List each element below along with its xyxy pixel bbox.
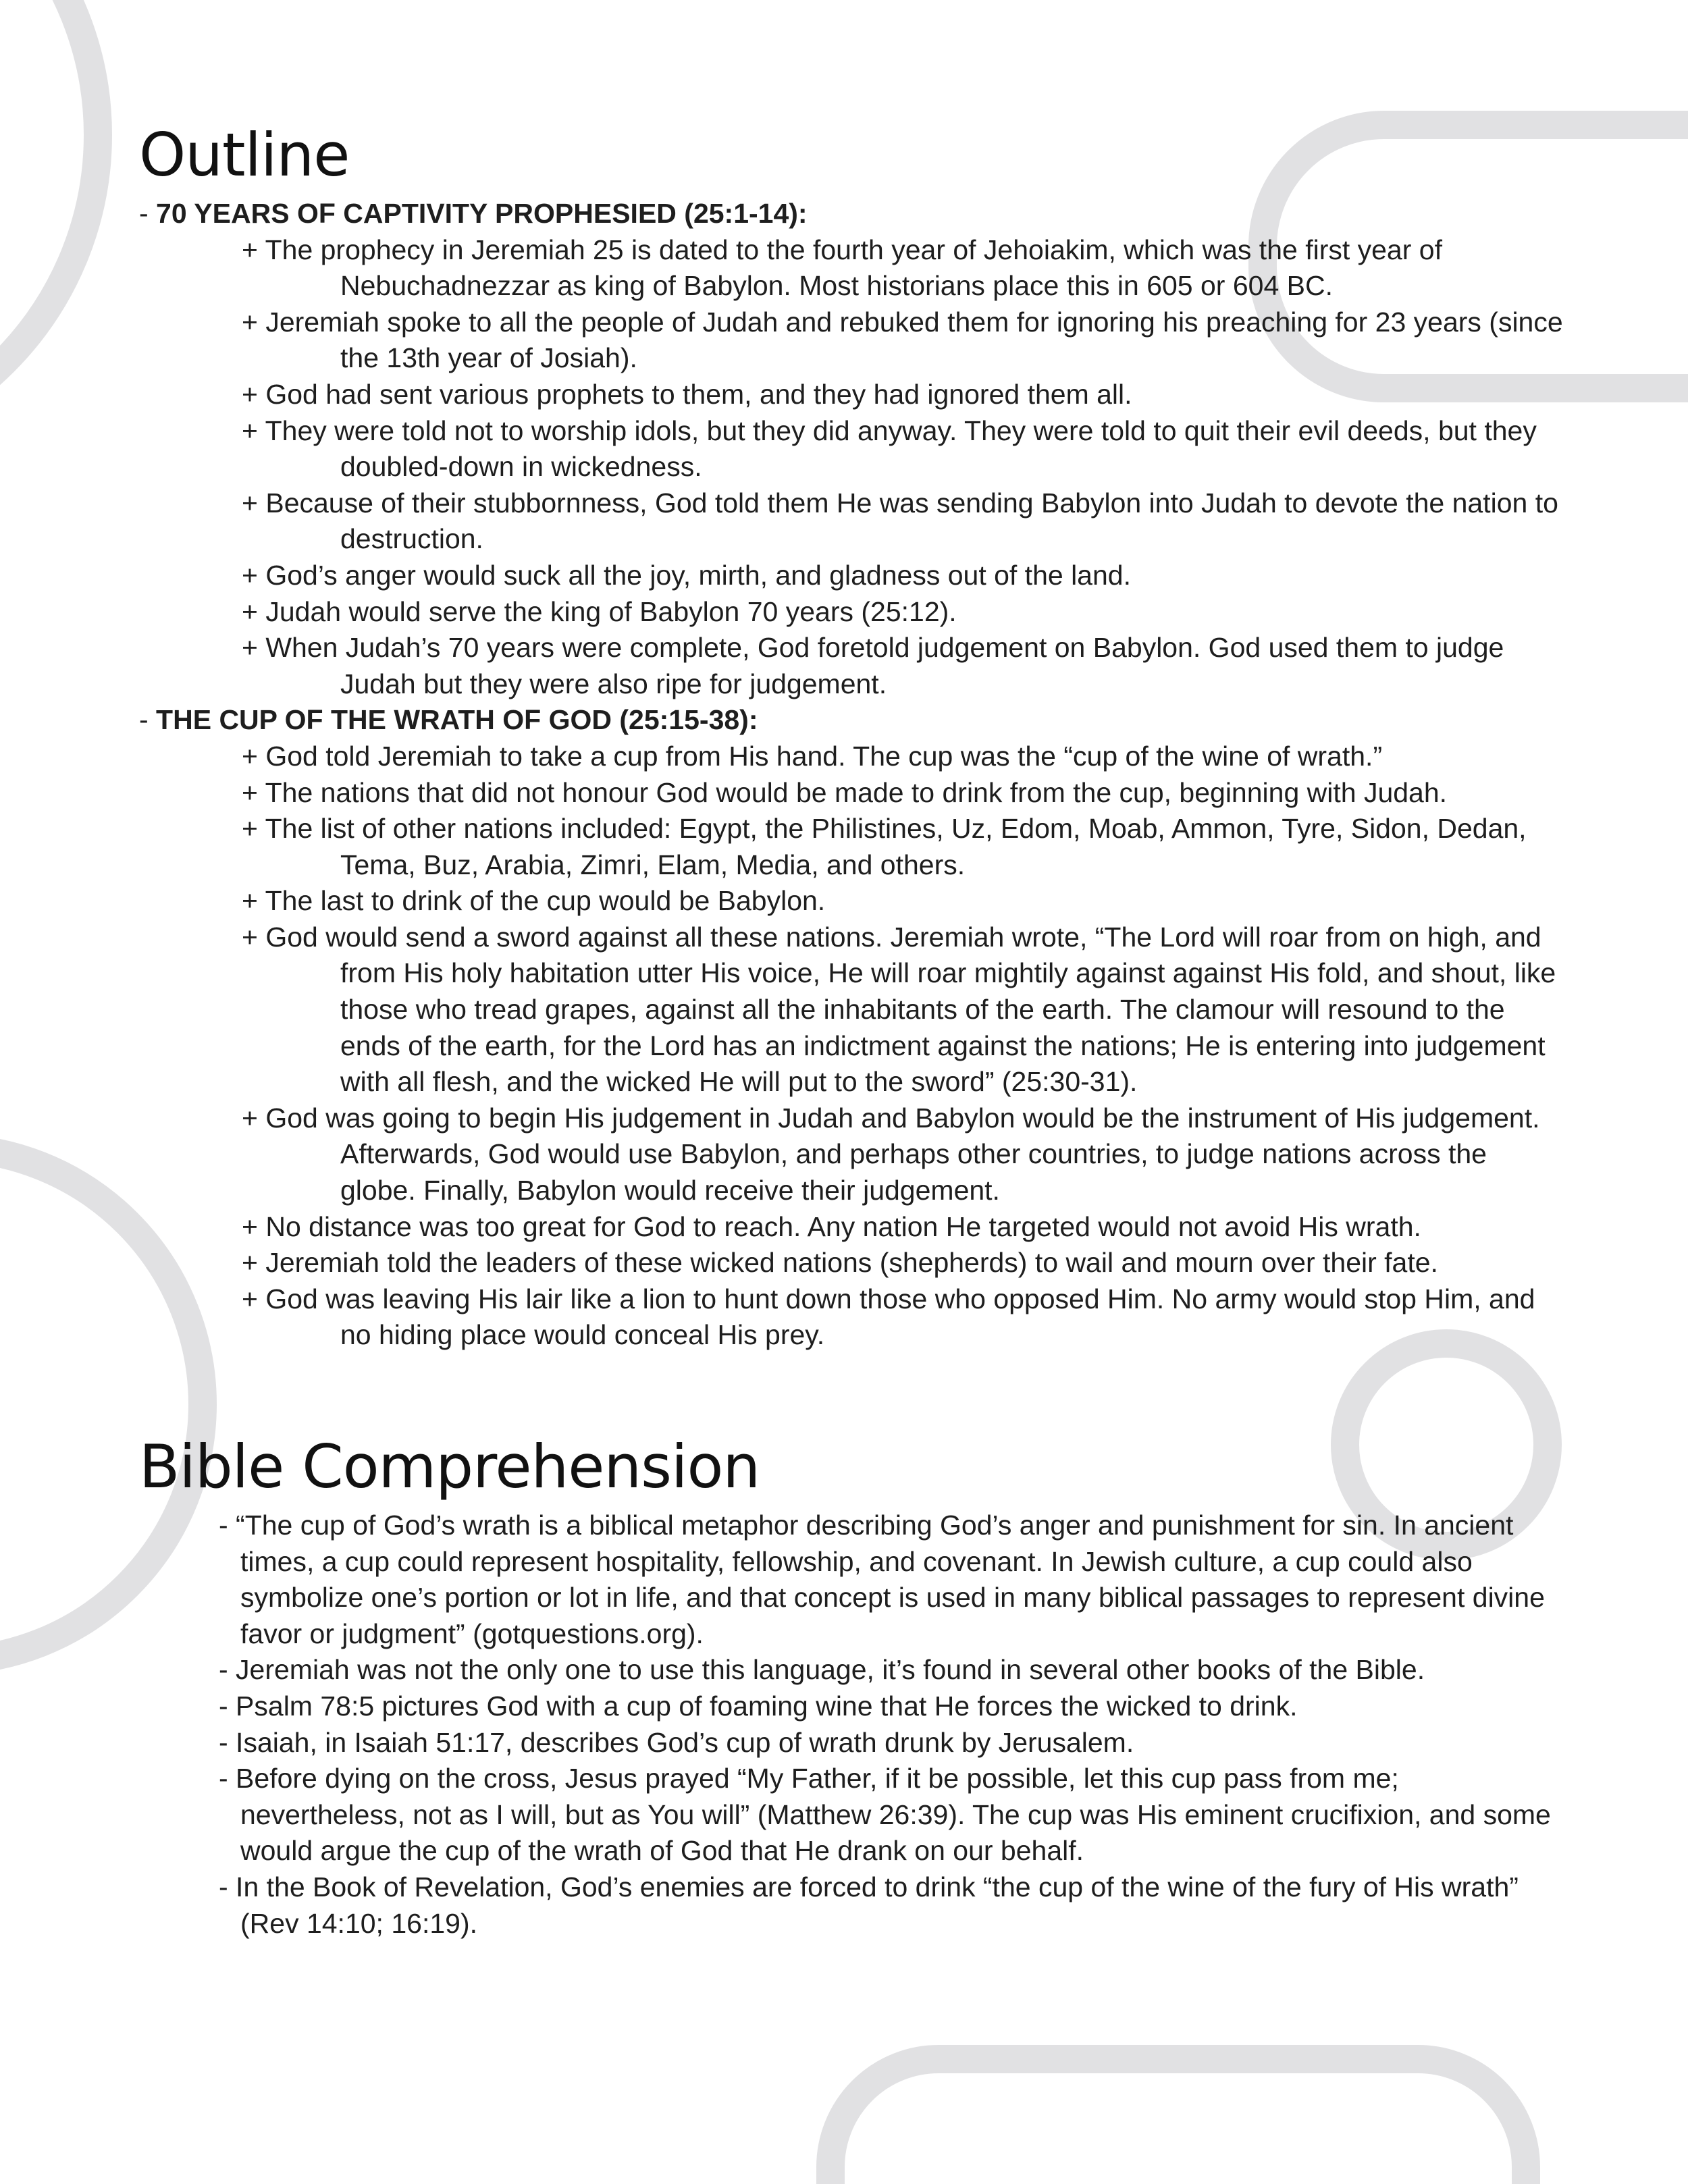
item-marker: +	[242, 559, 266, 591]
sub-item-text: The prophecy in Jeremiah 25 is dated to the fourth year of Jehoiakim, which was the first year of Nebuchadnezzar as king of Babylon. Most historians place this in 605 or 604 BC.	[265, 234, 1442, 302]
outline-sub-item	[139, 413, 1564, 485]
outline-sub-item	[139, 1209, 1564, 1246]
bullet-marker: -	[219, 1690, 236, 1722]
outline-sub-item	[139, 558, 1564, 594]
outline-sub-item	[139, 811, 1564, 883]
item-marker: +	[242, 487, 266, 518]
topic-marker: -	[139, 198, 157, 229]
comprehension-item-text: Before dying on the cross, Jesus prayed “My Father, if it be possible, let this cup pass from me; nevertheless, not as I will, but as You will” (Matthew 26:39). The cup was His eminent crucifixion, and some would argue the cup of the wrath of God that He drank on our behalf.	[236, 1763, 1551, 1867]
comprehension-item-text: “The cup of God’s wrath is a biblical metaphor describing God’s anger and punishment for sin. In ancient times, a cup could represent hospitality, fellowship, and covenant. In Jewish culture, a cup could also symbolize one’s portion or lot in life, and that concept is used in many biblical passages to represent divine favor or judgment” (gotquestions.org).	[236, 1510, 1545, 1649]
sub-item-text: God was leaving His lair like a lion to hunt down those who opposed Him. No army would stop Him, and no hiding place would conceal His prey.	[265, 1283, 1535, 1351]
outline-topic	[139, 702, 1564, 1354]
comprehension-item	[139, 1869, 1564, 1942]
comprehension-title: Bible Comprehension	[139, 1432, 760, 1501]
bullet-marker: -	[219, 1871, 236, 1902]
sub-item-text: No distance was too great for God to reach. Any nation He targeted would not avoid His wrath.	[265, 1210, 1421, 1242]
item-marker: +	[242, 378, 266, 410]
outline-sub-item	[139, 304, 1564, 377]
outline-title: Outline	[139, 120, 350, 190]
item-marker: +	[242, 1283, 266, 1314]
topic-heading-text: THE CUP OF THE WRATH OF GOD (25:15-38):	[156, 704, 758, 736]
item-marker: +	[242, 885, 265, 917]
sub-item-text: God was going to begin His judgement in Judah and Babylon would be the instrument of His judgement. Afterwards, God would use Babylon, and perhaps other countries, to judge nations across the globe. Finally, Babylon would receive their judgement.	[265, 1102, 1540, 1206]
sub-item-text: God’s anger would suck all the joy, mirth, and gladness out of the land.	[265, 559, 1131, 591]
outline-sub-item	[139, 739, 1564, 775]
outline-sub-item	[139, 883, 1564, 920]
sub-item-text: The nations that did not honour God would be made to drink from the cup, beginning with Judah.	[265, 776, 1448, 808]
item-marker: +	[242, 740, 266, 772]
outline-sub-item	[139, 1100, 1564, 1209]
comprehension-item	[139, 1688, 1564, 1725]
item-marker: +	[242, 595, 266, 627]
outline-topic-heading	[139, 702, 1564, 739]
sub-item-text: When Judah’s 70 years were complete, God foretold judgement on Babylon. God used them to judge Judah but they were also ripe for judgement.	[265, 632, 1504, 699]
item-marker: +	[242, 1102, 266, 1134]
item-marker: +	[242, 921, 266, 953]
item-marker: +	[242, 1210, 266, 1242]
outline-topic-heading	[139, 196, 1564, 232]
outline-sub-item	[139, 1281, 1564, 1354]
sub-item-text: Judah would serve the king of Babylon 70 years (25:12).	[265, 595, 957, 627]
item-marker: +	[242, 776, 265, 808]
decor-rounded-bar-bottom	[830, 2059, 1526, 2184]
topic-heading-text: 70 YEARS OF CAPTIVITY PROPHESIED (25:1-14):	[156, 198, 808, 229]
item-marker: +	[242, 632, 266, 664]
comprehension-item	[139, 1508, 1564, 1652]
item-marker: +	[242, 234, 265, 265]
sub-item-text: The list of other nations included: Egypt, the Philistines, Uz, Edom, Moab, Ammon, Tyre, Sidon, Dedan, Tema, Buz, Arabia, Zimri, Elam, Media, and others.	[265, 813, 1527, 880]
comprehension-item-text: Jeremiah was not the only one to use this language, it’s found in several other books of the Bible.	[236, 1654, 1425, 1686]
sub-item-text: They were told not to worship idols, but they did anyway. They were told to quit their evil deeds, but they doubled-down in wickedness.	[265, 415, 1537, 483]
comprehension-item	[139, 1725, 1564, 1761]
comprehension-item-text: Isaiah, in Isaiah 51:17, describes God’s cup of wrath drunk by Jerusalem.	[236, 1726, 1134, 1758]
topic-marker: -	[139, 704, 157, 736]
outline-sub-item	[139, 377, 1564, 413]
outline-sub-item	[139, 232, 1564, 304]
comprehension-item	[139, 1652, 1564, 1688]
outline-sub-item	[139, 630, 1564, 702]
sub-item-text: God would send a sword against all these nations. Jeremiah wrote, “The Lord will roar from on high, and from His holy habitation utter His voice, He will roar mightily against against His fold, and shout, like those who tread grapes, against all the inhabitants of the earth. The clamour will resound to the ends of the earth, for the Lord has an indictment against the nations; He is entering into judgement with all flesh, and the wicked He will put to the sword” (25:30-31).	[265, 921, 1556, 1098]
comprehension-list	[139, 1508, 1564, 1942]
sub-item-text: God had sent various prophets to them, and they had ignored them all.	[265, 378, 1132, 410]
page-content	[139, 115, 1564, 1942]
outline-sub-item	[139, 920, 1564, 1100]
sub-item-text: Jeremiah told the leaders of these wicked nations (shepherds) to wail and mourn over their fate.	[265, 1247, 1438, 1279]
outline-list	[139, 196, 1564, 1354]
sub-item-text: Jeremiah spoke to all the people of Judah and rebuked them for ignoring his preaching for 23 years (since the 13th year of Josiah).	[265, 306, 1563, 374]
sub-item-text: The last to drink of the cup would be Babylon.	[265, 885, 826, 917]
item-marker: +	[242, 1247, 266, 1279]
bullet-marker: -	[219, 1654, 236, 1686]
outline-sub-item	[139, 1245, 1564, 1281]
outline-sub-item	[139, 594, 1564, 631]
decor-arc-top-left	[0, 0, 98, 456]
item-marker: +	[242, 415, 265, 446]
item-marker: +	[242, 306, 266, 338]
sub-item-text: Because of their stubbornness, God told them He was sending Babylon into Judah to devote the nation to destruction.	[265, 487, 1558, 555]
comprehension-item-text: Psalm 78:5 pictures God with a cup of foaming wine that He forces the wicked to drink.	[236, 1690, 1298, 1722]
item-marker: +	[242, 813, 265, 845]
sub-item-text: God told Jeremiah to take a cup from His hand. The cup was the “cup of the wine of wrath.”	[265, 740, 1383, 772]
bullet-marker: -	[219, 1763, 236, 1794]
outline-sub-list	[139, 739, 1564, 1354]
section-spacer	[139, 1354, 1564, 1427]
comprehension-item	[139, 1761, 1564, 1869]
bullet-marker: -	[219, 1726, 236, 1758]
outline-sub-item	[139, 485, 1564, 558]
outline-sub-item	[139, 775, 1564, 811]
bullet-marker: -	[219, 1510, 236, 1541]
outline-sub-list	[139, 232, 1564, 703]
outline-topic	[139, 196, 1564, 702]
comprehension-item-text: In the Book of Revelation, God’s enemies are forced to drink “the cup of the wine of the fury of His wrath” (Rev 14:10; 16:19).	[236, 1871, 1519, 1939]
